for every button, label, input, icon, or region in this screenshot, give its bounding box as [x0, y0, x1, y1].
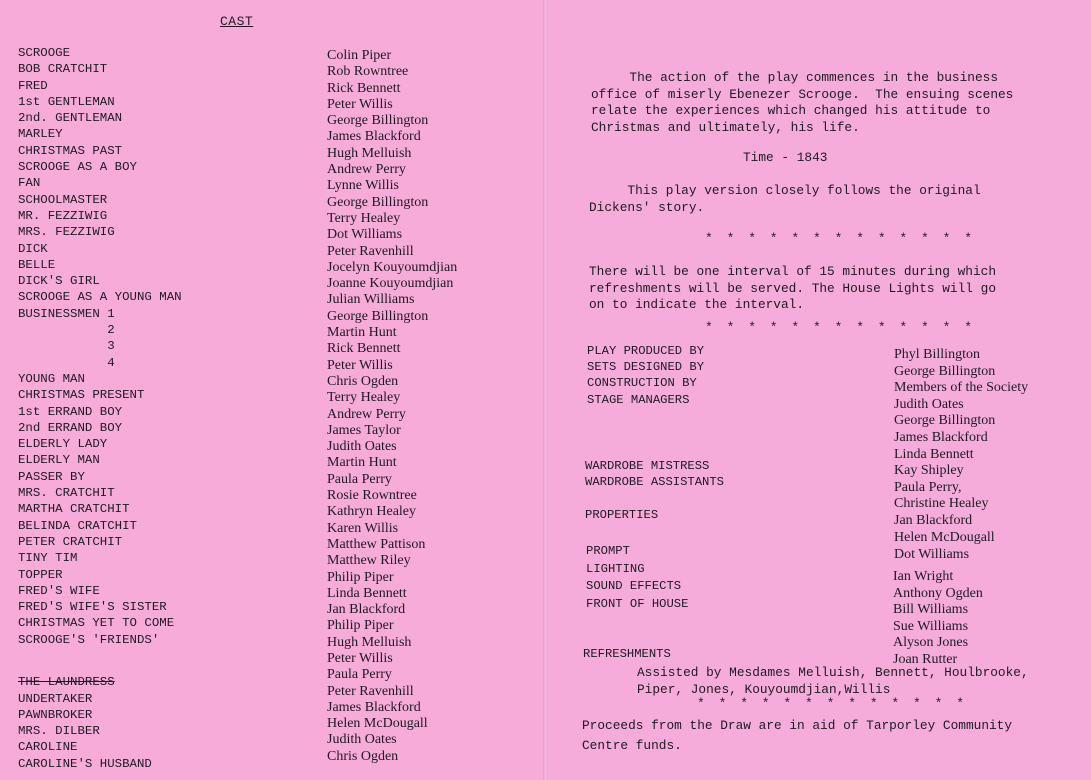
cast-role: 1st GENTLEMAN: [18, 94, 115, 109]
cast-role: MRS. CRATCHIT: [18, 486, 115, 501]
cast-actor: Rob Rowntree: [327, 64, 409, 80]
cast-actor: Linda Bennett: [327, 585, 407, 601]
cast-role: 3: [18, 339, 115, 354]
assisted-by-note: Assisted by Mesdames Melluish, Bennett, Houlbrooke, Piper, Jones, Kouyoumdjian,Willis: [637, 665, 1029, 697]
cast-role: SCROOGE AS A BOY: [18, 160, 137, 175]
cast-roles-column: [18, 45, 318, 772]
star-divider: * * * * * * * * * * * * *: [697, 696, 968, 711]
cast-role: 1st ERRAND BOY: [18, 404, 123, 419]
cast-actor: Terry Healey: [327, 390, 401, 406]
cast-role: MR. FEZZIWIG: [18, 208, 108, 223]
cast-actor: James Blackford: [327, 129, 421, 145]
cast-actor: Matthew Pattison: [327, 536, 426, 552]
cast-actor: George Billington: [327, 113, 429, 129]
cast-role: CHRISTMAS PRESENT: [18, 388, 145, 403]
cast-role: SCROOGE: [18, 46, 71, 60]
cast-role: THE LAUNDRESS: [18, 675, 115, 690]
cast-role: CAROLINE'S HUSBAND: [18, 756, 152, 771]
cast-role: BELINDA CRATCHIT: [18, 518, 137, 533]
left-page: [0, 0, 545, 780]
cast-role: ELDERLY MAN: [18, 453, 100, 468]
cast-actor: Rick Bennett: [327, 341, 401, 357]
cast-actor: George Billington: [327, 308, 429, 324]
cast-actor: Jocelyn Kouyoumdjian: [327, 259, 458, 275]
cast-actor: Peter Ravenhill: [327, 683, 414, 699]
cast-actor: Andrew Perry: [327, 162, 406, 178]
cast-role: 2: [18, 323, 115, 338]
cast-actor: Peter Willis: [327, 96, 393, 112]
cast-actor: Terry Healey: [327, 210, 401, 226]
cast-role: CHRISTMAS PAST: [18, 143, 123, 158]
cast-actor: Philip Piper: [327, 569, 394, 585]
cast-role: 2nd. GENTLEMAN: [18, 111, 123, 126]
cast-role: CAROLINE: [18, 740, 78, 755]
cast-actor: Peter Willis: [327, 650, 393, 666]
cast-role: CHRISTMAS YET TO COME: [18, 616, 175, 631]
cast-role: PETER CRATCHIT: [18, 534, 123, 549]
cast-actor: Judith Oates: [327, 732, 397, 748]
crew-names-production: Phyl Billington George Billington Members of the Society Judith Oates George Billington James Blackford Linda Bennett Kay Shipley Paula Perry, Christine Healey Jan Blackford Helen McDougall: [894, 347, 1029, 545]
cast-role: BUSINESSMEN 1: [18, 306, 115, 321]
cast-actor: Paula Perry: [327, 667, 392, 683]
cast-role: TOPPER: [18, 567, 63, 582]
cast-role: YOUNG MAN: [18, 371, 85, 386]
cast-actor: Paula Perry: [327, 471, 392, 487]
cast-actor: Andrew Perry: [327, 406, 406, 422]
cast-role: FRED'S WIFE'S SISTER: [18, 600, 167, 615]
cast-actor: Chris Ogden: [327, 373, 399, 389]
cast-actor: Hugh Melluish: [327, 145, 412, 161]
cast-actor: Hugh Melluish: [327, 634, 412, 650]
cast-actor: Karen Willis: [327, 520, 399, 536]
cast-role: DICK: [18, 241, 48, 256]
cast-role: UNDERTAKER: [18, 691, 93, 706]
cast-actor: Peter Willis: [327, 357, 393, 373]
cast-actor: Matthew Riley: [327, 553, 411, 569]
cast-role: BOB CRATCHIT: [18, 62, 108, 77]
star-divider: * * * * * * * * * * * * *: [705, 320, 976, 335]
cast-actor: Martin Hunt: [327, 325, 397, 341]
crew-labels-properties: PROPERTIES: [585, 508, 659, 522]
cast-actors-column: [327, 48, 542, 765]
cast-actor: George Billington: [327, 194, 429, 210]
cast-actor: Martin Hunt: [327, 455, 397, 471]
cast-role: [18, 648, 318, 664]
cast-actor: Kathryn Healey: [327, 504, 417, 520]
cast-actor: Helen McDougall: [327, 716, 428, 732]
cast-role: 2nd ERRAND BOY: [18, 420, 123, 435]
cast-role: SCHOOLMASTER: [18, 192, 108, 207]
cast-actor: Julian Williams: [327, 292, 415, 308]
cast-role: 4: [18, 355, 115, 370]
crew-labels-refreshments: REFRESHMENTS: [583, 647, 671, 661]
intro-paragraph: The action of the play commences in the business office of miserly Ebenezer Scrooge. The ensuing scenes relate the experiences which changed his attitude to Christmas and ultimately, his life.: [591, 70, 1014, 135]
cast-role: MRS. DILBER: [18, 724, 100, 739]
time-line: Time - 1843: [743, 150, 828, 165]
cast-actor: Philip Piper: [327, 618, 394, 634]
cast-role: PAWNBROKER: [18, 707, 93, 722]
cast-actor: Chris Ogden: [327, 748, 399, 764]
cast-role: TINY TIM: [18, 551, 78, 566]
cast-role: BELLE: [18, 257, 56, 272]
cast-role: SCROOGE'S 'FRIENDS': [18, 632, 160, 647]
cast-actor: Joanne Kouyoumdjian: [327, 276, 454, 292]
version-paragraph: This play version closely follows the original Dickens' story.: [589, 183, 981, 215]
cast-actor: Peter Ravenhill: [327, 243, 414, 259]
crew-labels-production: PLAY PRODUCED BY SETS DESIGNED BY CONSTRUCTION BY STAGE MANAGERS: [587, 344, 705, 407]
cast-role: FRED: [18, 78, 48, 93]
cast-role: MARLEY: [18, 127, 63, 142]
cast-role: PASSER BY: [18, 469, 85, 484]
cast-actor: Lynne Willis: [327, 178, 399, 194]
cast-role: SCROOGE AS A YOUNG MAN: [18, 290, 182, 305]
cast-actor: Judith Oates: [327, 439, 397, 455]
crew-names-prompt: Dot Williams: [894, 547, 970, 562]
cast-role: DICK'S GIRL: [18, 274, 100, 289]
crew-labels-wardrobe: WARDROBE MISTRESS WARDROBE ASSISTANTS: [585, 459, 724, 490]
cast-role: MARTHA CRATCHIT: [18, 502, 130, 517]
cast-actor: Jan Blackford: [327, 602, 406, 618]
cast-role: ELDERLY LADY: [18, 437, 108, 452]
cast-actor: Rick Bennett: [327, 80, 401, 96]
cast-actor: Rosie Rowntree: [327, 488, 417, 504]
cast-role: MRS. FEZZIWIG: [18, 225, 115, 240]
cast-actor: Dot Williams: [327, 227, 403, 243]
cast-actor: James Blackford: [327, 699, 421, 715]
cast-actor: Colin Piper: [327, 48, 392, 63]
crew-labels-technical: PROMPT LIGHTING SOUND EFFECTS FRONT OF HOUSE: [586, 544, 689, 611]
cast-role: FRED'S WIFE: [18, 583, 100, 598]
cast-heading: CAST: [220, 14, 254, 29]
proceeds-note: Proceeds from the Draw are in aid of Tarporley Community Centre funds.: [582, 718, 1013, 753]
crew-names-technical: Ian Wright Anthony Ogden Bill Williams Sue Williams Alyson Jones Joan Rutter: [893, 569, 983, 667]
cast-actor: James Taylor: [327, 422, 401, 438]
star-divider: * * * * * * * * * * * * *: [705, 231, 976, 246]
interval-paragraph: There will be one interval of 15 minutes during which refreshments will be served. The House Lights will go on to indicate the interval.: [589, 264, 997, 312]
cast-role: FAN: [18, 176, 41, 191]
